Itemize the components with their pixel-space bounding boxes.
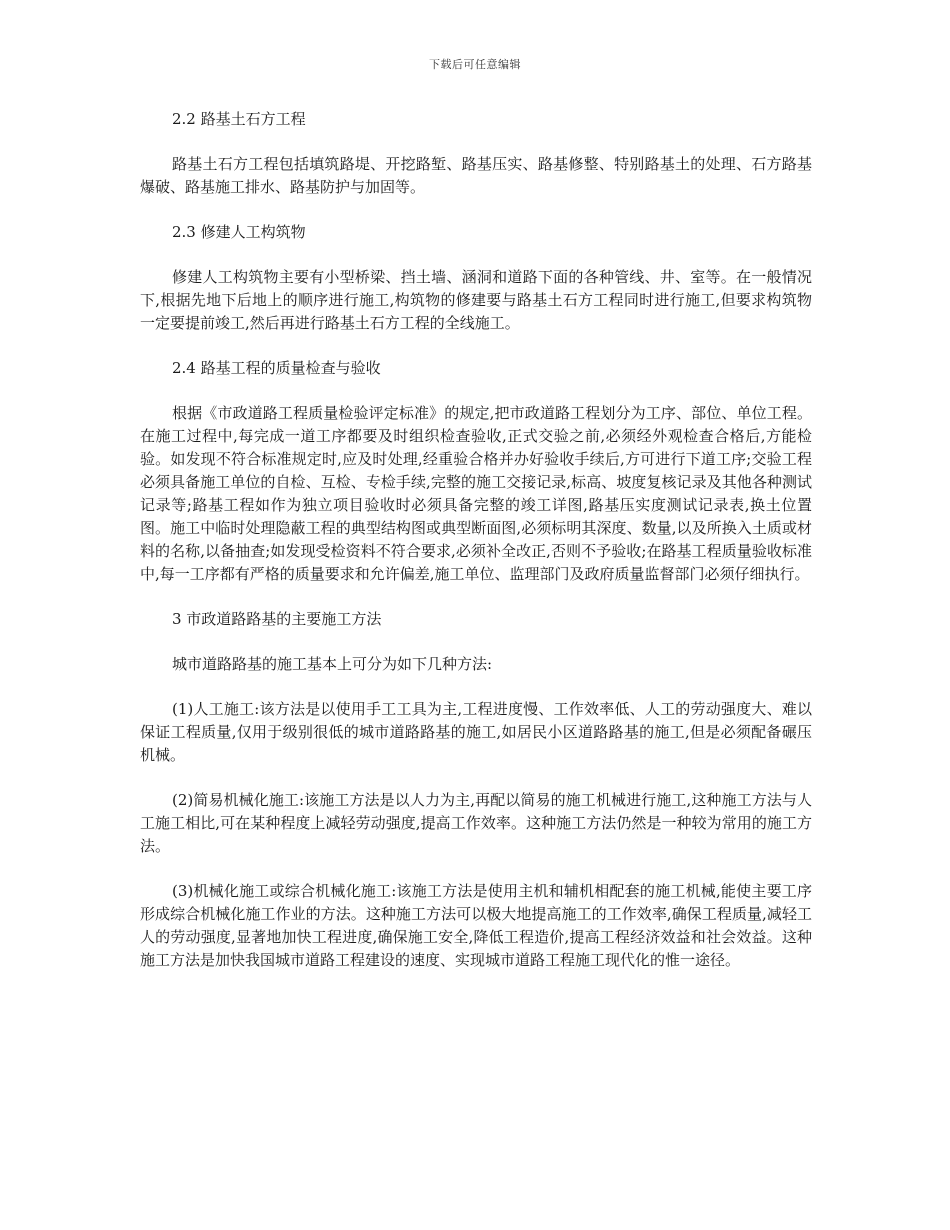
paragraph-method-2: (2)简易机械化施工:该施工方法是以人力为主,再配以简易的施工机械进行施工,这种施工方法与人工施工相比,可在某种程度上减轻劳动强度,提高工作效率。这种施工方法仍然是一种较为常用的施工方法。: [140, 791, 812, 855]
section-heading-2-3: 2.3 修建人工构筑物: [172, 223, 306, 241]
paragraph-method-1: (1)人工施工:该方法是以使用手工工具为主,工程进度慢、工作效率低、人工的劳动强度大、难以保证工程质量,仅用于级别很低的城市道路路基的施工,如居民小区道路路基的施工,但是必须配备碾压机械。: [140, 700, 812, 764]
section-heading-2-4: 2.4 路基工程的质量检查与验收: [172, 359, 381, 377]
document-body: [140, 108, 812, 994]
section-heading-2-2: 2.2 路基土石方工程: [172, 110, 306, 128]
section-heading-3: 3 市政道路路基的主要施工方法: [172, 610, 382, 628]
page-header: 下载后可任意编辑: [429, 58, 521, 71]
paragraph-2-3: 修建人工构筑物主要有小型桥梁、挡土墙、涵洞和道路下面的各种管线、井、室等。在一般情况下,根据先地下后地上的顺序进行施工,构筑物的修建要与路基土石方工程同时进行施工,但要求构筑物一定要提前竣工,然后再进行路基土石方工程的全线施工。: [140, 268, 812, 332]
paragraph-method-3: (3)机械化施工或综合机械化施工:该施工方法是使用主机和辅机相配套的施工机械,能使主要工序形成综合机械化施工作业的方法。这种施工方法可以极大地提高施工的工作效率,确保工程质量,减轻工人的劳动强度,显著地加快工程进度,确保施工安全,降低工程造价,提高工程经济效益和社会效益。这种施工方法是加快我国城市道路工程建设的速度、实现城市道路工程施工现代化的惟一途径。: [140, 882, 812, 969]
paragraph-2-4: 根据《市政道路工程质量检验评定标准》的规定,把市政道路工程划分为工序、部位、单位工程。在施工过程中,每完成一道工序都要及时组织检查验收,正式交验之前,必须经外观检查合格后,方能检验。如发现不符合标准规定时,应及时处理,经重验合格并办好验收手续后,方可进行下道工序;交验工程必须具备施工单位的自检、互检、专检手续,完整的施工交接记录,标高、坡度复核记录及其他各种测试记录等;路基工程如作为独立项目验收时必须具备完整的竣工详图,路基压实度测试记录表,换土位置图。施工中临时处理隐蔽工程的典型结构图或典型断面图,必须标明其深度、数量,以及所换入土质或材料的名称,以备抽查;如发现受检资料不符合要求,必须补全改正,否则不予验收;在路基工程质量验收标准中,每一工序都有严格的质量要求和允许偏差,施工单位、监理部门及政府质量监督部门必须仔细执行。: [140, 404, 812, 583]
paragraph-2-2: 路基土石方工程包括填筑路堤、开挖路堑、路基压实、路基修整、特别路基土的处理、石方路基爆破、路基施工排水、路基防护与加固等。: [140, 155, 812, 196]
paragraph-3-intro: 城市道路路基的施工基本上可分为如下几种方法:: [172, 655, 493, 673]
